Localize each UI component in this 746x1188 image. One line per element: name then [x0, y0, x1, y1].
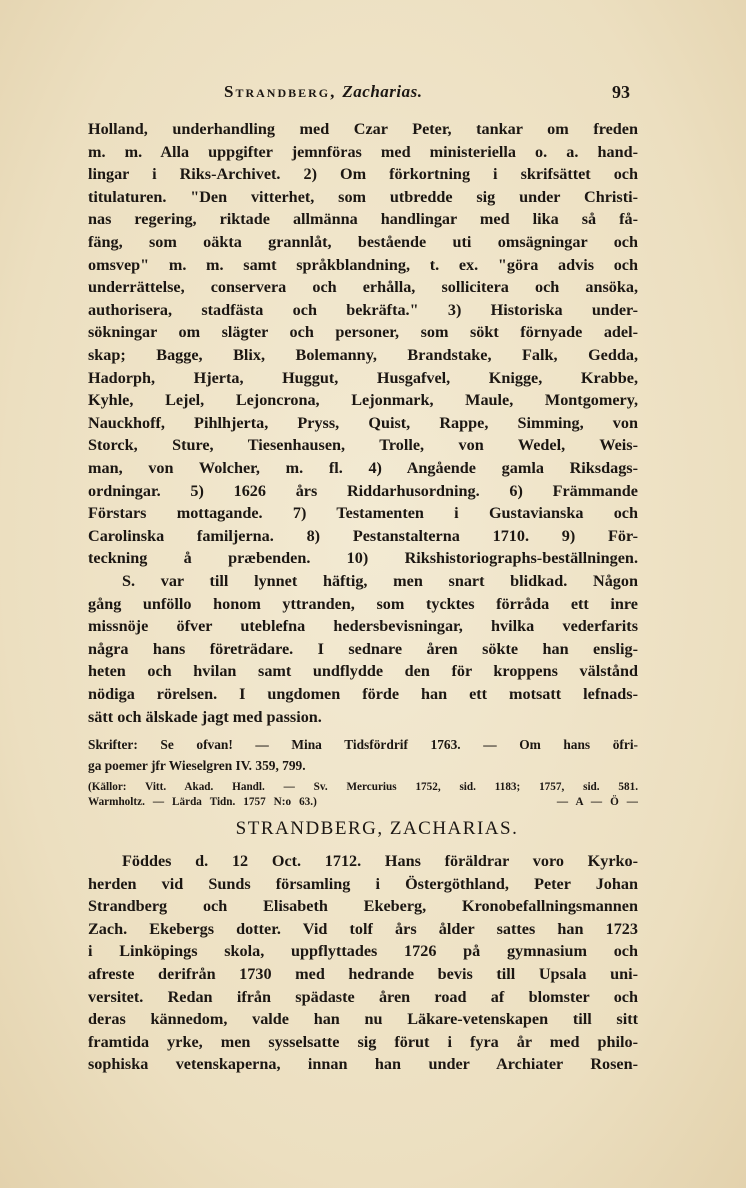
text-line: Warmholtz. — Lärda Tidn. 1757 N:o 63.) — A — Ö — [88, 796, 638, 808]
text-line: Hadorph, Hjerta, Huggut, Husgafvel, Knigge, Krabbe, [88, 368, 638, 387]
text-line: Föddes d. 12 Oct. 1712. Hans föräldrar voro Kyrko- [122, 852, 638, 870]
text-line: m. m. Alla uppgifter jemnföras med ministeriella o. a. hand- [88, 142, 638, 161]
text-line: deras kännedom, valde han nu Läkare-vetenskapen till sitt [88, 1010, 638, 1029]
text-line: Skrifter: Se ofvan! — Mina Tidsfördrif 1763. — Om hans öfri- [88, 737, 638, 752]
kallor-sources [88, 780, 638, 810]
text-line: ordningar. 5) 1626 års Riddarhusordning. 6) Främmande [88, 481, 638, 500]
text-line: versitet. Redan ifrån spädaste åren road af blomster och [88, 987, 638, 1006]
text-line: underrättelse, conservera och erhålla, sollicitera och ansöka, [88, 278, 638, 297]
text-line: sätt och älskade jagt med passion. [88, 707, 322, 726]
skrifter-note [88, 734, 638, 776]
page-number: 93 [612, 82, 630, 102]
text-line: Zach. Ekebergs dotter. Vid tolf års ålder sattes han 1723 [88, 919, 638, 938]
text-line: S. var till lynnet häftig, men snart blidkad. Någon [122, 572, 638, 590]
running-header [0, 82, 746, 112]
text-line: lingar i Riks-Archivet. 2) Om förkortning i skrifsättet och [88, 165, 638, 184]
text-line: herden vid Sunds församling i Östergöthland, Peter Johan [88, 874, 638, 893]
text-line: titulaturen. "Den vitterhet, som utbredde sig under Christi- [88, 187, 638, 206]
running-title-caps: Strandberg, [224, 82, 337, 101]
text-line: Förstars mottagande. 7) Testamenten i Gustavianska och [88, 504, 638, 523]
text-line: framtida yrke, men sysselsatte sig förut i fyra år med philo- [88, 1032, 638, 1051]
text-line: heten och hvilan samt undflydde den för kroppens välstånd [88, 662, 638, 681]
text-line: omsvep" m. m. samt språkblandning, t. ex. "göra advis och [88, 255, 638, 274]
body-paragraph-2 [88, 570, 638, 728]
text-line: teckning å præbenden. 10) Rikshistoriographs-beställningen. [88, 549, 638, 568]
text-line: i Linköpings skola, uppflyttades 1726 på gymnasium och [88, 942, 638, 961]
text-line: nödiga rörelsen. I ungdomen förde han ett motsatt lefnads- [88, 684, 638, 703]
running-title-italic: Zacharias. [342, 82, 423, 101]
text-line: fäng, som oäkta grannlåt, bestående uti omsägningar och [88, 232, 638, 251]
text-line: Strandberg och Elisabeth Ekeberg, Kronobefallningsmannen [88, 897, 638, 916]
text-line: gång unföllo honom yttranden, som tycktes förråda ett inre [88, 594, 638, 613]
text-line: Kyhle, Lejel, Lejoncrona, Lejonmark, Maule, Montgomery, [88, 391, 638, 410]
text-line: missnöje öfver uteblefna hedersbevisningar, hvilka vederfarits [88, 617, 638, 636]
entry-heading: STRANDBERG, ZACHARIAS. [235, 818, 519, 839]
text-line: man, von Wolcher, m. fl. 4) Angående gamla Riksdags- [88, 458, 638, 477]
text-line: Carolinska familjerna. 8) Pestanstalterna 1710. 9) För- [88, 526, 638, 545]
text-line: authorisera, stadfästa och bekräfta." 3) Historiska under- [88, 300, 638, 319]
text-line: (Källor: Vitt. Akad. Handl. — Sv. Mercurius 1752, sid. 1183; 1757, sid. 581. [88, 781, 638, 793]
text-line: Nauckhoff, Pihlhjerta, Pryss, Quist, Rappe, Simming, von [88, 413, 638, 432]
biography-paragraph [88, 850, 638, 1076]
running-title [224, 82, 422, 102]
body-paragraph-1 [88, 118, 638, 570]
text-line: sophiska vetenskaperna, innan han under Archiater Rosen- [88, 1055, 638, 1074]
text-line: ga poemer jfr Wieselgren IV. 359, 799. [88, 758, 306, 773]
text-line: sökningar om slägter och personer, som sökt förnyade adel- [88, 323, 638, 342]
text-line: Storck, Sture, Tiesenhausen, Trolle, von Wedel, Weis- [88, 436, 638, 455]
text-line: några hans företrädare. I sednare åren sökte han enslig- [88, 639, 638, 658]
text-line: nas regering, riktade allmänna handlingar med lika så få- [88, 210, 638, 229]
text-line: skap; Bagge, Blix, Bolemanny, Brandstake, Falk, Gedda, [88, 345, 638, 364]
text-line: Holland, underhandling med Czar Peter, tankar om freden [88, 120, 638, 138]
text-line: afreste derifrån 1730 med hedrande bevis till Upsala uni- [88, 964, 638, 983]
